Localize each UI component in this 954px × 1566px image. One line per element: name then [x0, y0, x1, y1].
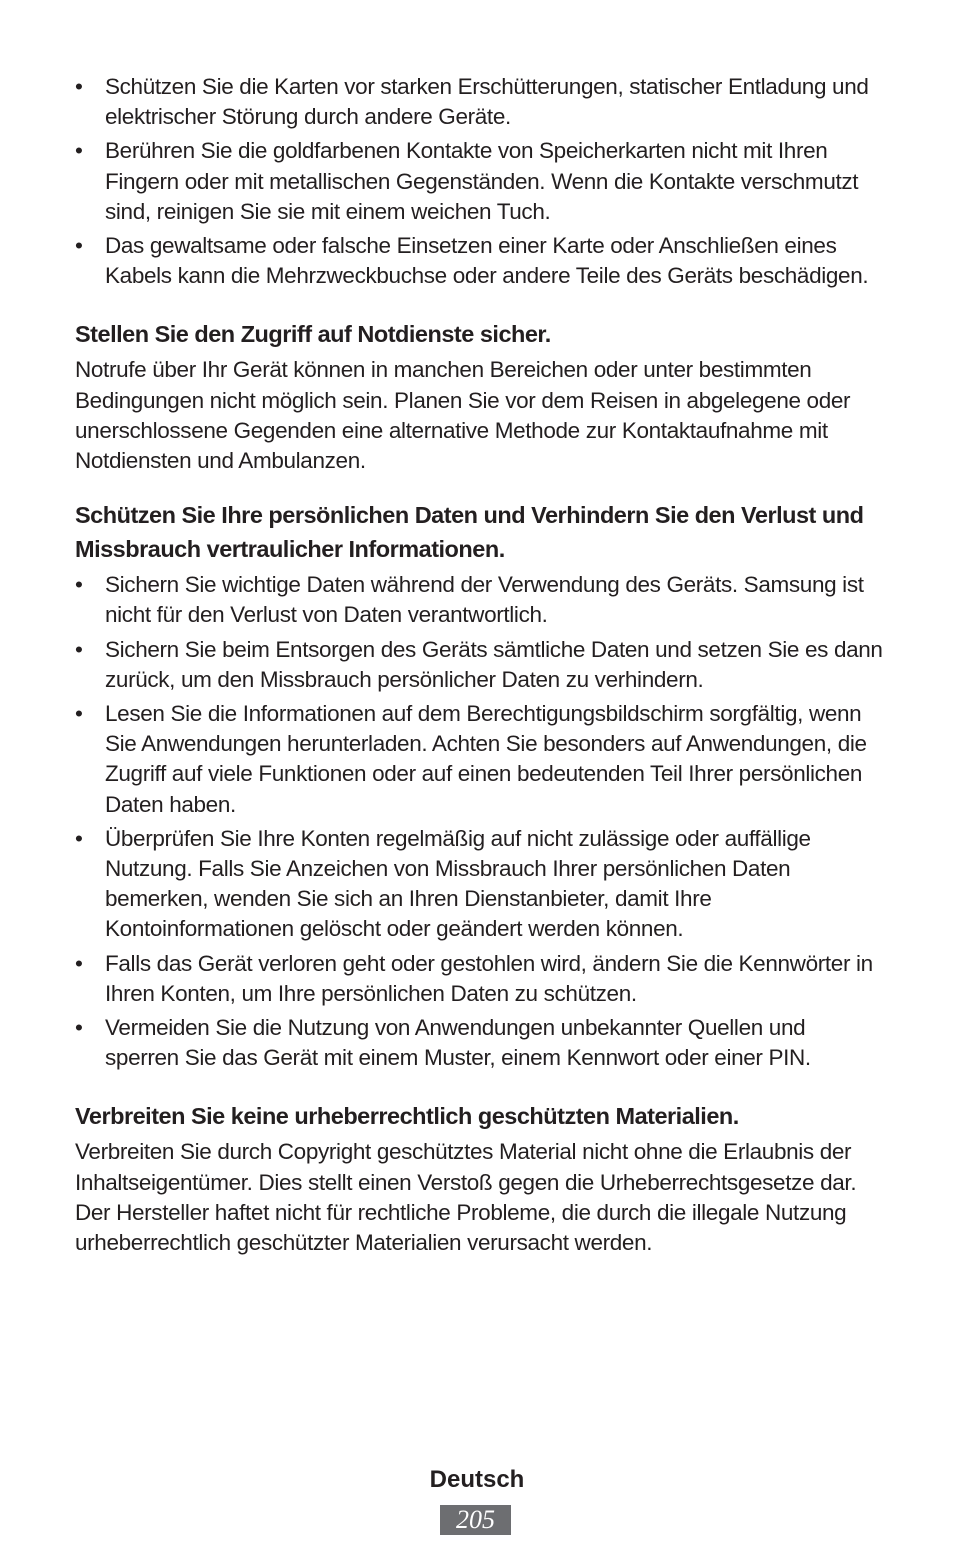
section-heading-copyright: Verbreiten Sie keine urheberrechtlich geschützten Materialien. — [75, 1103, 739, 1130]
list-item: • Überprüfen Sie Ihre Konten regelmäßig auf nicht zulässige oder auffällige Nutzung. Falls Sie Anzeichen von Missbrauch Ihrer persönlichen Daten bemerken, wenden Sie sich an Ihren Dienstanbieter, damit Ihre Kontoinformationen gelöscht oder geändert werden können. — [75, 824, 885, 945]
list-item: • Berühren Sie die goldfarbenen Kontakte von Speicherkarten nicht mit Ihren Fingern oder mit metallischen Gegenständen. Wenn die Kontakte verschmutzt sind, reinigen Sie sie mit einem weichen Tuch. — [75, 136, 885, 227]
list-item: • Sichern Sie beim Entsorgen des Geräts sämtliche Daten und setzen Sie es dann zurück, um den Missbrauch persönlicher Daten zu verhindern. — [75, 635, 885, 695]
list-item: • Lesen Sie die Informationen auf dem Berechtigungsbildschirm sorgfältig, wenn Sie Anwendungen herunterladen. Achten Sie besonders auf Anwendungen, die Zugriff auf viele Funktionen oder auf einen bedeutenden Teil Ihrer persönlichen Daten haben. — [75, 699, 885, 820]
list-item: • Sichern Sie wichtige Daten während der Verwendung des Geräts. Samsung ist nicht für den Verlust von Daten verantwortlich. — [75, 570, 885, 630]
page-number: 205 — [440, 1505, 511, 1535]
privacy-bullet-list — [75, 570, 885, 1073]
list-item: • Das gewaltsame oder falsche Einsetzen einer Karte oder Anschließen eines Kabels kann die Mehrzweckbuchse oder andere Teile des Geräts beschädigen. — [75, 231, 885, 291]
section-heading-emergency: Stellen Sie den Zugriff auf Notdienste sicher. — [75, 321, 551, 348]
list-item: • Falls das Gerät verloren geht oder gestohlen wird, ändern Sie die Kennwörter in Ihren Konten, um Ihre persönlichen Daten zu schützen. — [75, 949, 885, 1009]
section-body-emergency: Notrufe über Ihr Gerät können in manchen Bereichen oder unter bestimmten Bedingungen nicht möglich sein. Planen Sie vor dem Reisen in abgelegene oder unerschlossene Gegenden eine alternative Methode zur Kontaktaufnahme mit Notdiensten und Ambulanzen. — [75, 357, 851, 474]
page-content — [75, 72, 885, 1258]
footer-language: Deutsch — [429, 1466, 525, 1493]
section-body-copyright: Verbreiten Sie durch Copyright geschütztes Material nicht ohne die Erlaubnis der Inhaltseigentümer. Dies stellt einen Verstoß gegen die Urheberrechtsgesetze dar. Der Hersteller haftet nicht für rechtliche Probleme, die durch die illegale Nutzung urheberrechtlich geschützter Materialien verursacht werden. — [75, 1139, 857, 1256]
list-item: • Schützen Sie die Karten vor starken Erschütterungen, statischer Entladung und elektrischer Störung durch andere Geräte. — [75, 72, 885, 132]
list-item: • Vermeiden Sie die Nutzung von Anwendungen unbekannter Quellen und sperren Sie das Gerät mit einem Muster, einem Kennwort oder einer PIN. — [75, 1013, 885, 1073]
intro-bullet-list — [75, 72, 885, 291]
section-heading-privacy: Schützen Sie Ihre persönlichen Daten und Verhindern Sie den Verlust und Missbrauch vertraulicher Informationen. — [75, 502, 864, 563]
